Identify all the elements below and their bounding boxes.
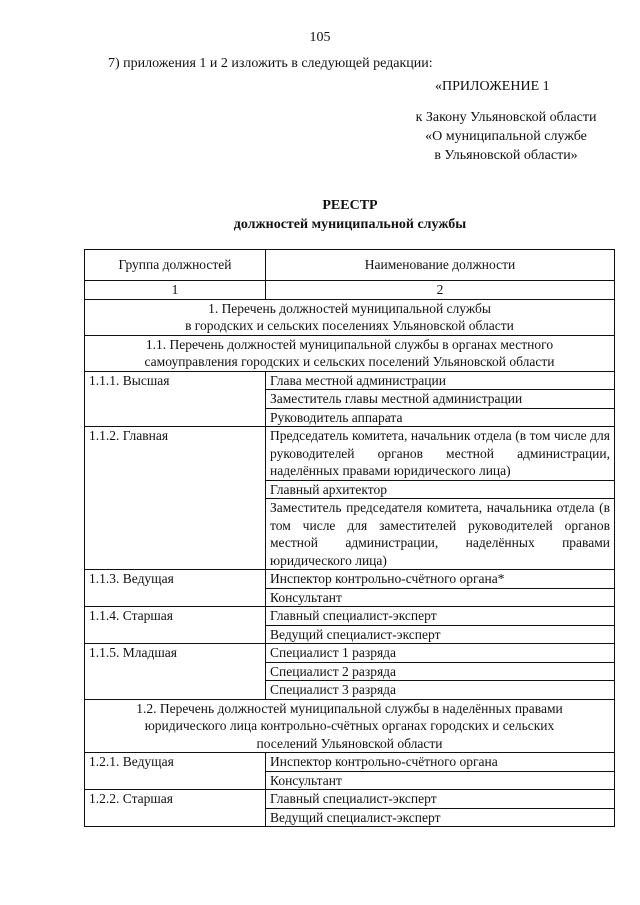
table-row bbox=[85, 790, 615, 809]
position-cell: Консультант bbox=[266, 771, 615, 790]
registry-title-line2: должностей муниципальной службы bbox=[233, 217, 467, 232]
group-cell: 1.2.2. Старшая bbox=[85, 790, 266, 827]
law-reference-line: «О муниципальной службе bbox=[425, 129, 587, 144]
group-cell: 1.1.4. Старшая bbox=[85, 607, 266, 644]
position-cell: Глава местной администрации bbox=[266, 371, 615, 390]
table-header-row bbox=[85, 250, 615, 281]
table-row bbox=[85, 644, 615, 663]
section-heading-line: в городских и сельских поселениях Ульяновской области bbox=[185, 318, 514, 333]
table-row bbox=[85, 427, 615, 481]
subsection-heading-line: 1.2. Перечень должностей муниципальной службы в наделённых правами bbox=[136, 700, 563, 716]
header-name: Наименование должности bbox=[266, 250, 615, 281]
registry-title bbox=[0, 196, 640, 234]
subsection-heading-line: юридического лица контрольно-счётных органах городских и сельских bbox=[144, 718, 555, 733]
position-cell: Ведущий специалист-эксперт bbox=[266, 625, 615, 644]
section-row bbox=[85, 299, 615, 335]
header-group: Группа должностей bbox=[85, 250, 266, 281]
position-cell: Специалист 1 разряда bbox=[266, 644, 615, 663]
group-cell: 1.1.1. Высшая bbox=[85, 371, 266, 427]
position-cell: Инспектор контрольно-счётного органа* bbox=[266, 570, 615, 589]
position-cell: Специалист 2 разряда bbox=[266, 662, 615, 681]
subsection-heading bbox=[85, 335, 615, 371]
group-cell: 1.2.1. Ведущая bbox=[85, 753, 266, 790]
law-reference bbox=[400, 108, 612, 165]
law-reference-line: в Ульяновской области» bbox=[434, 148, 578, 163]
table-row bbox=[85, 371, 615, 390]
position-cell: Ведущий специалист-эксперт bbox=[266, 808, 615, 827]
subsection-row bbox=[85, 335, 615, 371]
position-cell: Главный специалист-эксперт bbox=[266, 607, 615, 626]
intro-text: 7) приложения 1 и 2 изложить в следующей редакции: bbox=[108, 56, 433, 71]
subsection-row bbox=[85, 699, 615, 753]
position-cell: Главный архитектор bbox=[266, 480, 615, 499]
column-number: 2 bbox=[266, 281, 615, 300]
law-reference-line: к Закону Ульяновской области bbox=[415, 110, 597, 125]
position-cell: Консультант bbox=[266, 588, 615, 607]
registry-title-line1: РЕЕСТР bbox=[322, 198, 378, 213]
group-cell: 1.1.5. Младшая bbox=[85, 644, 266, 700]
group-cell: 1.1.2. Главная bbox=[85, 427, 266, 570]
appendix-heading: «ПРИЛОЖЕНИЕ 1 bbox=[435, 79, 550, 94]
position-cell: Инспектор контрольно-счётного органа bbox=[266, 753, 615, 772]
table-number-row bbox=[85, 281, 615, 300]
subsection-heading-line: 1.1. Перечень должностей муниципальной службы в органах местного bbox=[145, 336, 554, 352]
position-cell: Председатель комитета, начальник отдела (в том числе для руководителей органов местной администрации, наделённых правами юридического лица) bbox=[266, 427, 615, 481]
section-heading-line: 1. Перечень должностей муниципальной службы bbox=[208, 300, 491, 316]
table-row bbox=[85, 607, 615, 626]
position-cell: Руководитель аппарата bbox=[266, 408, 615, 427]
subsection-heading bbox=[85, 699, 615, 753]
page-number: 105 bbox=[309, 30, 331, 45]
position-cell: Заместитель председателя комитета, начальника отдела (в том числе для заместителей руководителей органов местной администрации, наделённых правами юридического лица) bbox=[266, 499, 615, 570]
position-cell: Главный специалист-эксперт bbox=[266, 790, 615, 809]
table-row bbox=[85, 753, 615, 772]
position-cell: Специалист 3 разряда bbox=[266, 681, 615, 700]
subsection-heading-line: поселений Ульяновской области bbox=[256, 735, 443, 751]
registry-table bbox=[84, 249, 615, 827]
group-cell: 1.1.3. Ведущая bbox=[85, 570, 266, 607]
position-cell: Заместитель главы местной администрации bbox=[266, 390, 615, 409]
section-heading bbox=[85, 299, 615, 335]
subsection-heading-line: самоуправления городских и сельских поселений Ульяновской области bbox=[144, 354, 555, 369]
column-number: 1 bbox=[85, 281, 266, 300]
table-row bbox=[85, 570, 615, 589]
